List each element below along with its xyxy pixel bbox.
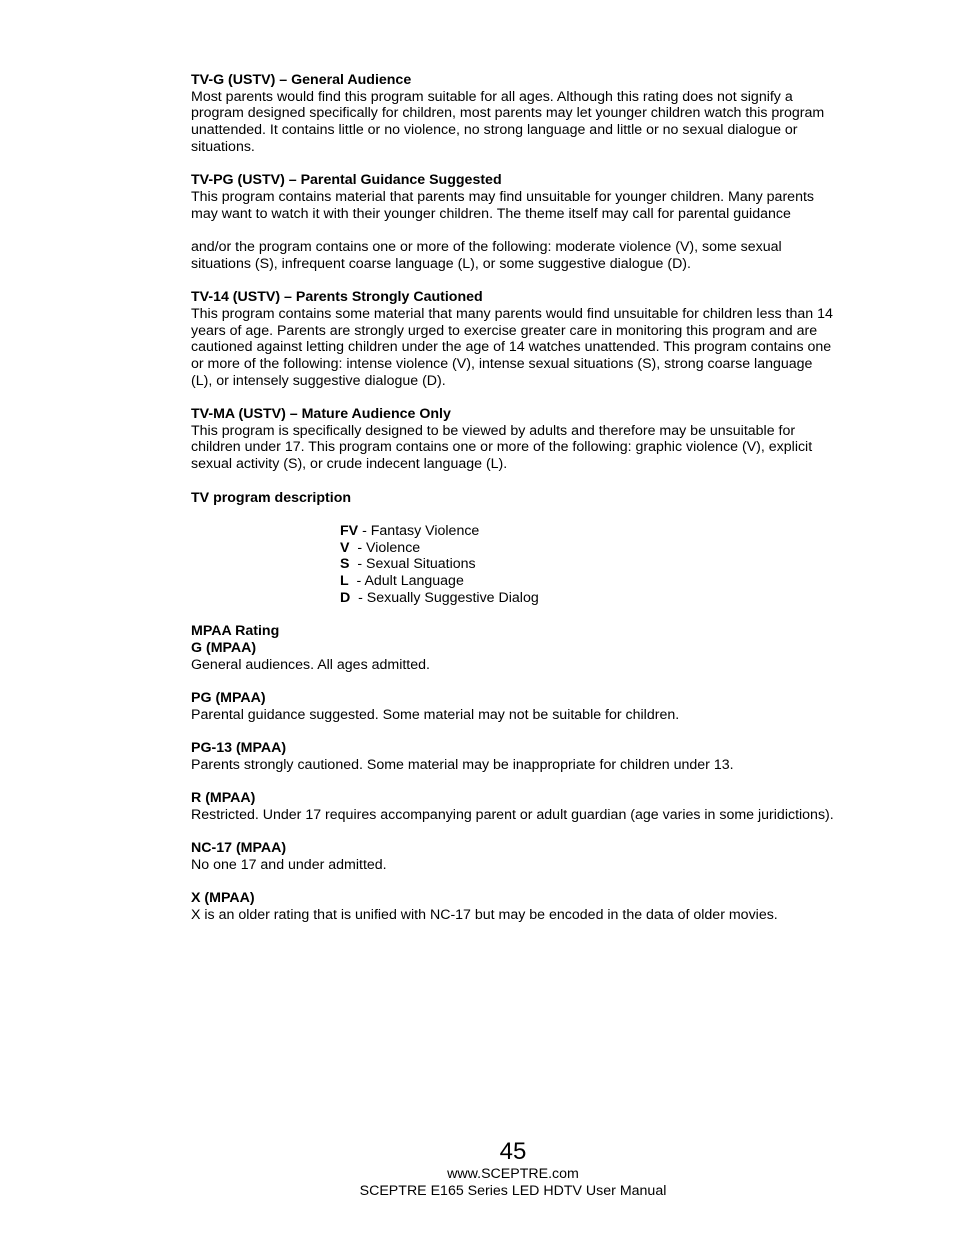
rating-tv-g xyxy=(191,72,836,156)
program-description-heading: TV program description xyxy=(191,489,352,506)
rating-heading: R (MPAA) xyxy=(191,790,256,807)
mpaa-pg xyxy=(191,690,836,723)
rating-tv-14 xyxy=(191,289,836,389)
rating-tv-ma xyxy=(191,406,836,473)
paragraph-gap xyxy=(191,222,836,239)
description-code: L xyxy=(340,573,349,589)
mpaa-r xyxy=(191,790,836,823)
footer-website: www.SCEPTRE.com xyxy=(447,1166,579,1182)
rating-description: Parents strongly cautioned. Some material may be inappropriate for children under 13. xyxy=(191,756,734,773)
rating-heading: PG-13 (MPAA) xyxy=(191,739,287,756)
rating-description: Restricted. Under 17 requires accompanying parent or adult guardian (age varies in some juridictions). xyxy=(191,806,834,823)
rating-tv-pg xyxy=(191,172,836,272)
description-text: - Adult Language xyxy=(348,573,464,589)
page-content xyxy=(191,72,836,940)
rating-description: General audiences. All ages admitted. xyxy=(191,656,430,673)
description-item-s xyxy=(340,556,836,573)
rating-description: This program contains some material that many parents would find unsuitable for children less than 14 years of age. Parents are strongly urged to exercise greater care in monitoring this program and are cautioned against letting children under the age of 14 watches unattended. This program contains one or more of the following: intense violence (V), intense sexual situations (S), strong coarse language (L), or intensely suggestive dialogue (D). xyxy=(191,305,833,389)
description-item-d xyxy=(340,590,836,607)
rating-description: X is an older rating that is unified with NC-17 but may be encoded in the data of older movies. xyxy=(191,906,778,923)
page-number: 45 xyxy=(499,1138,527,1165)
description-code: D xyxy=(340,589,351,606)
description-item-l xyxy=(340,573,836,590)
rating-heading: G (MPAA) xyxy=(191,639,257,656)
mpaa-g xyxy=(191,623,836,673)
program-description-heading-block xyxy=(191,490,836,507)
rating-heading: TV-14 (USTV) – Parents Strongly Cautioned xyxy=(191,289,483,306)
rating-description: This program contains material that parents may find unsuitable for younger children. Many parents may want to watch it with their younger children. The theme itself may call for parental guidance xyxy=(191,188,814,222)
description-item-fv xyxy=(340,523,836,540)
footer-manual-title: SCEPTRE E165 Series LED HDTV User Manual xyxy=(359,1183,667,1199)
mpaa-heading: MPAA Rating xyxy=(191,623,280,640)
rating-description: This program is specifically designed to be viewed by adults and therefore may be unsuitable for children under 17. This program contains one or more of the following: graphic violence (V), explicit sexual activity (S), or crude indecent language (L). xyxy=(191,422,813,473)
program-description-list xyxy=(340,523,836,607)
rating-heading: PG (MPAA) xyxy=(191,689,266,706)
rating-description: Parental guidance suggested. Some material may not be suitable for children. xyxy=(191,706,680,723)
mpaa-x xyxy=(191,890,836,923)
rating-heading: NC-17 (MPAA) xyxy=(191,840,287,857)
description-text: - Violence xyxy=(349,539,421,556)
rating-heading: TV-PG (USTV) – Parental Guidance Suggested xyxy=(191,172,502,189)
description-text: - Fantasy Violence xyxy=(358,522,480,539)
rating-heading: TV-G (USTV) – General Audience xyxy=(191,72,412,88)
description-code: V xyxy=(340,539,350,556)
description-code: FV xyxy=(340,522,359,539)
rating-description: Most parents would find this program suitable for all ages. Although this rating does not signify a program designed specifically for children, most parents may let younger children watch this program unattended. It contains little or no violence, no strong language and little or no sexual dialogue or situations. xyxy=(191,88,825,155)
rating-heading: X (MPAA) xyxy=(191,890,255,907)
rating-heading: TV-MA (USTV) – Mature Audience Only xyxy=(191,406,451,422)
description-item-v xyxy=(340,540,836,557)
rating-description: No one 17 and under admitted. xyxy=(191,856,387,873)
mpaa-pg-13 xyxy=(191,740,836,773)
description-code: S xyxy=(340,556,350,573)
description-text: - Sexually Suggestive Dialog xyxy=(350,589,539,606)
rating-description-continued: and/or the program contains one or more of the following: moderate violence (V), some sexual situations (S), infrequent coarse language (L), or some suggestive dialogue (D). xyxy=(191,239,782,272)
mpaa-nc-17 xyxy=(191,840,836,873)
page-footer xyxy=(0,1138,954,1200)
description-text: - Sexual Situations xyxy=(349,556,476,573)
